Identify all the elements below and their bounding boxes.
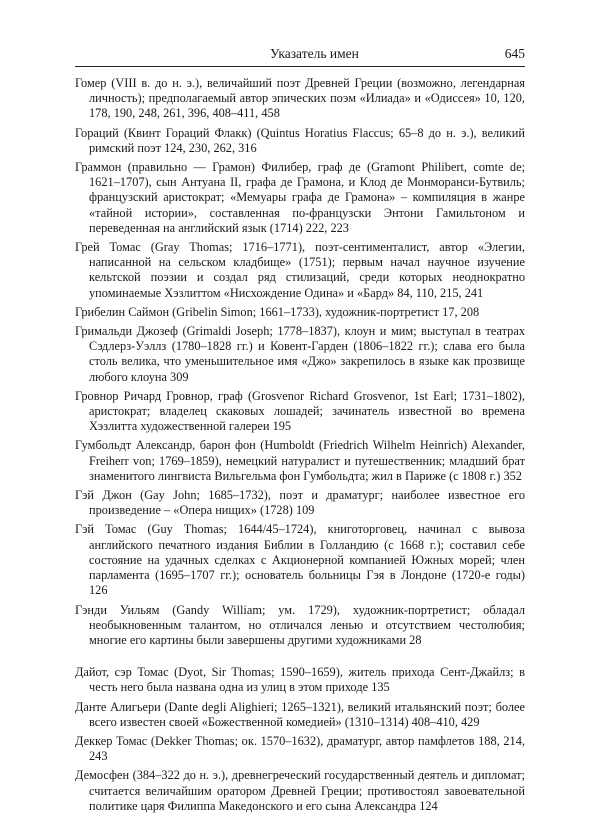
index-entry: Гораций (Квинт Гораций Флакк) (Quintus Horatius Flaccus; 65–8 до н. э.), великий римский поэт 124, 230, 262, 316 — [75, 125, 525, 155]
name-index — [75, 76, 525, 818]
index-entry: Данте Алигьери (Dante degli Alighieri; 1265–1321), великий итальянский поэт; более всего известен своей «Божественной комедией» (1310–1314) 408–410, 429 — [75, 699, 525, 729]
index-entry: Гримальди Джозеф (Grimaldi Joseph; 1778–1837), клоун и мим; выступал в театрах Сэдлерз-Уэллз (1780–1828 гг.) и Ковент-Гарден (1806–1822 гг.); слава его была столь велика, что уменьшительное имя «Джо» закрепилось в языке как прозвище любого клоуна 309 — [75, 324, 525, 384]
letter-section-gap — [75, 652, 525, 665]
index-entry: Гровнор Ричард Гровнор, граф (Grosvenor Richard Grosvenor, 1st Earl; 1731–1802), аристократ; владелец скаковых лошадей; зачинатель известной во времена Хэзлитта художественной галереи 195 — [75, 388, 525, 434]
index-entry: Граммон (правильно — Грамон) Филибер, граф де (Gramont Philibert, comte de; 1621–1707), сын Антуана II, графа де Грамона, и Клод де Монморанси-Бутвиль; французский аристократ; «Мемуары графа де Грамона» – компиляция в жанре «тайной истории», составленная по-французски Энтони Гамильтоном и переведенная на английский язык (1714) 222, 223 — [75, 160, 525, 235]
header-rule — [75, 66, 525, 67]
index-entry: Гэнди Уильям (Gandy William; ум. 1729), художник-портретист; обладал необыкновенным талантом, но отличался ленью и отсутствием честолюбия; многие его картины были завершены другими художниками 28 — [75, 602, 525, 647]
page-number: 645 — [504, 46, 525, 61]
index-entry: Гумбольдт Александр, барон фон (Humboldt (Friedrich Wilhelm Heinrich) Alexander, Freiherr von; 1769–1859), немецкий натуралист и путешественник; младший брат знаменитого лингвиста Вильгельма фон Гумбольдта; жил в Париже (с 1808 г.) 352 — [75, 438, 525, 483]
index-entry: Гэй Томас (Guy Thomas; 1644/45–1724), книготорговец, начинал с вывоза английского печатного издания Библии в Голландию (с 1668 г.); составил себе состояние на удачных сделках с Акционерной компанией Южных морей; член парламента (1695–1707 гг.); основатель больницы Гэя в Лондоне (1720-е годы) 126 — [75, 522, 525, 598]
index-entry: Грей Томас (Gray Thomas; 1716–1771), поэт-сентименталист, автор «Элегии, написанной на сельском кладбище» (1751); первым начал научное изучение кельтской поэзии и создал ряд стилизаций, среди которых неоднократно упоминаемые Хэзлиттом «Нисхождение Одина» и «Бард» 84, 110, 215, 241 — [75, 240, 525, 300]
index-entry: Дайот, сэр Томас (Dyot, Sir Thomas; 1590–1659), житель прихода Сент-Джайлз; в честь него была названа одна из улиц в этом приходе 135 — [75, 665, 525, 695]
index-entry: Гэй Джон (Gay John; 1685–1732), поэт и драматург; наиболее известное его произведение – «Опера нищих» (1728) 109 — [75, 488, 525, 518]
index-entry: Гомер (VIII в. до н. э.), величайший поэт Древней Греции (возможно, легендарная личность); предполагаемый автор эпических поэм «Илиада» и «Одиссея» 10, 120, 178, 190, 248, 261, 396, 408–411, 458 — [75, 76, 525, 121]
index-entry: Демосфен (384–322 до н. э.), древнегреческий государственный деятель и дипломат; считается величайшим оратором Древней Греции; противостоял завоевательной политике царя Филиппа Македонского и его сына Александра 124 — [75, 768, 525, 813]
page-header — [75, 46, 525, 68]
running-head: Указатель имен — [270, 46, 359, 61]
index-entry: Грибелин Саймон (Gribelin Simon; 1661–1733), художник-портретист 17, 208 — [75, 304, 480, 319]
index-entry: Деккер Томас (Dekker Thomas; ок. 1570–1632), драматург, автор памфлетов 188, 214, 243 — [75, 733, 525, 764]
